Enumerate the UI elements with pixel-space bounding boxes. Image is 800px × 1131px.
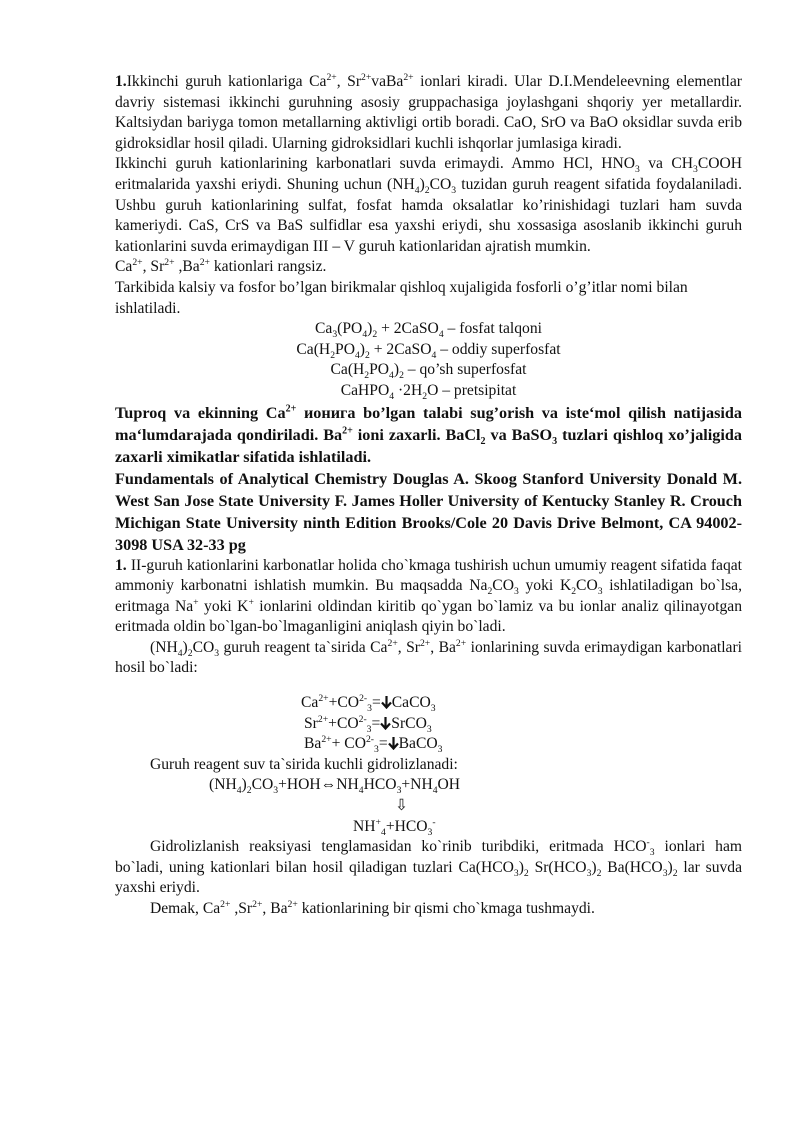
precipitate-arrow-icon [388,736,399,750]
bold-reference: Fundamentals of Analytical Chemistry Douglas A. Skoog Stanford University Donald M. West San Jose State University F. James Holler University of Kentucky Stanley R. Crouch Michigan State University ninth Edition Brooks/Cole 20 Davis Drive Belmont, CA 94002-3098 USA 32-33 pg [115,469,742,554]
precipitate-arrow-icon [380,716,391,730]
formula-pretsipitat: CaHPO$_4$ $\cdot 2H_2O$ – pretsipitat [340,381,517,403]
spacer [115,679,742,693]
reaction-hydrolysis: $(NH_4)_2CO_3+HOH\Leftrightarrow NH_4HCO_3+NH_4OH$ [209,776,461,797]
hydrolysis-down-arrow-icon: ⇩ [395,797,409,815]
item-number: 1. [115,556,127,574]
formula-oddiy-superfosfat: $Ca(H_2PO_4)_2$ + 2CaSO$_4$ – oddiy superfosfat [296,340,561,361]
reaction-strontium: $Sr^{2+}+CO^{2-}_3=$ SrCO$_3$ [304,713,432,735]
item-number: 1. [115,73,127,90]
equilibrium-arrow-icon: ⇔ [320,776,337,794]
paragraph-carbonates: Ikkinchi guruh kationlarining karbonatlari suvda erimaydi. Ammo HCl, $HNO_3$ va $CH_3COOH$ eritmalarida yaxshi eriydi. Shuning uchun $(NH_4)_2CO_3$ tuzidan guruh reagent sifatida foydalaniladi. Ushbu guruh kationlarining sulfat, fosfat hamda oksalatlar ko’rinishidagi tuzlari ham suvda kameriydi. CaS, CrS va BaS sulfidlar esa yaxshi eriydi, shu xossasiga asoslanib ikkinchi guruh kationlarini suvda erimaydigan III – V guruh kationlaridan ajratish mumkin. [115,155,742,255]
formula-fosfat-talqoni: $Ca_3(PO_4)_2$ + 2CaSO$_4$ – fosfat talqoni [315,320,542,341]
paragraph-reagent: 1. II-guruh kationlarini karbonatlar holida cho`kmaga tushirish uchun umumiy reagent sifatida faqat ammoniy karbonatni ishlatish mumkin. Bu maqsadda $Na_2CO_3$ yoki $K_2CO_3$ ishlatiladigan bo`lsa, eritmaga Na+ yoki K+ ionlarini oldindan kiritib qo`ygan bo`lamiz va bu ionlar analiz qilinayotgan eritmada oldin bo`lgan-bo`lmaganligini aniqlash qiyin bo`ladi. [115,556,742,636]
reaction-ions: $NH^+_4+HCO_3^-$ [353,816,436,838]
reaction-barium: $Ba^{2+}+ CO^{2-}_3=$ BaCO$_3$ [304,734,443,756]
paragraph-group-reagent: $(NH_4)_2CO_3$ guruh reagent ta`sirida $Ca^{2+}$, $Sr^{2+}$, $Ba^{2+}$ ionlarining suvda erimaydigan karbonatlari hosil bo`ladi: [115,637,742,677]
paragraph-bicarbonates: Gidrolizlanish reaksiyasi tenglamasidan ko`rinib turibdiki, eritmada $HCO^-_3$ ionlari ham bo`ladi, uning kationlari bilan hosil qiladigan tuzlari $Ca(HCO_3)_2$ $Sr(HCO_3)_2$ $Ba(HCO_3)_2$ lar suvda yaxshi eriydi. [115,837,743,897]
bold-paragraph-soil: Tuproq va ekinning $Ca^{2+}$ ионига bo’lgan talabi sug’orish va iste‘mol qilish natijasida ma‘lumdarajada qondiriladi. $Ba^{2+}$ ioni zaxarli. BaCl$_2$ va BaSO$_3$ tuzlari qishloq xo’jaligida zaxarli ximikatlar sifatida ishlatiladi. [115,403,742,466]
reaction-calcium: $Ca^{2+}+CO^{2-}_3=$ CaCO$_3$ [301,692,436,715]
paragraph-conclusion: Demak, $Ca^{2+}$ $,Sr^{2+}$, $Ba^{2+}$ kationlarining bir qismi cho`kmaga tushmaydi. [150,898,595,917]
paragraph-group-two-cations: 1.Ikkinchi guruh kationlariga $Ca^{2+}$, $Sr^{2+}vaBa^{2+}$ ionlari kiradi. Ular D.I.Mendeleevning elementlar davriy sistemasi ikkinchi guruhning asosiy gruppachasiga joylashgani shqoriy yer metallardir. Kaltsiydan bariyga tomon metallarning aktivligi ortib boradi. CaO, SrO va BaO oksidlar suvda erib gidroksidlar hosil qiladi. Ularning gidroksidlari kuchli ishqorlar jumlasiga kiradi. [115,71,742,152]
formula-qosh-superfosfat: $Ca(H_2PO_4)_2$ – qo’sh superfosfat [330,361,527,382]
precipitate-arrow-icon [381,695,392,709]
document-page [115,72,742,920]
paragraph-fertilizers: Tarkibida kalsiy va fosfor bo’lgan birikmalar qishloq xujaligida fosforli o’g’itlar nomi bilan ishlatiladi. [115,278,688,317]
paragraph-colorless: $Ca^{2+}$, $Sr^{2+}$ $,Ba^{2+}$ kationlari rangsiz. [115,257,327,276]
paragraph-hydrolysis: Guruh reagent suv ta`sirida kuchli gidrolizlanadi: [150,755,458,773]
